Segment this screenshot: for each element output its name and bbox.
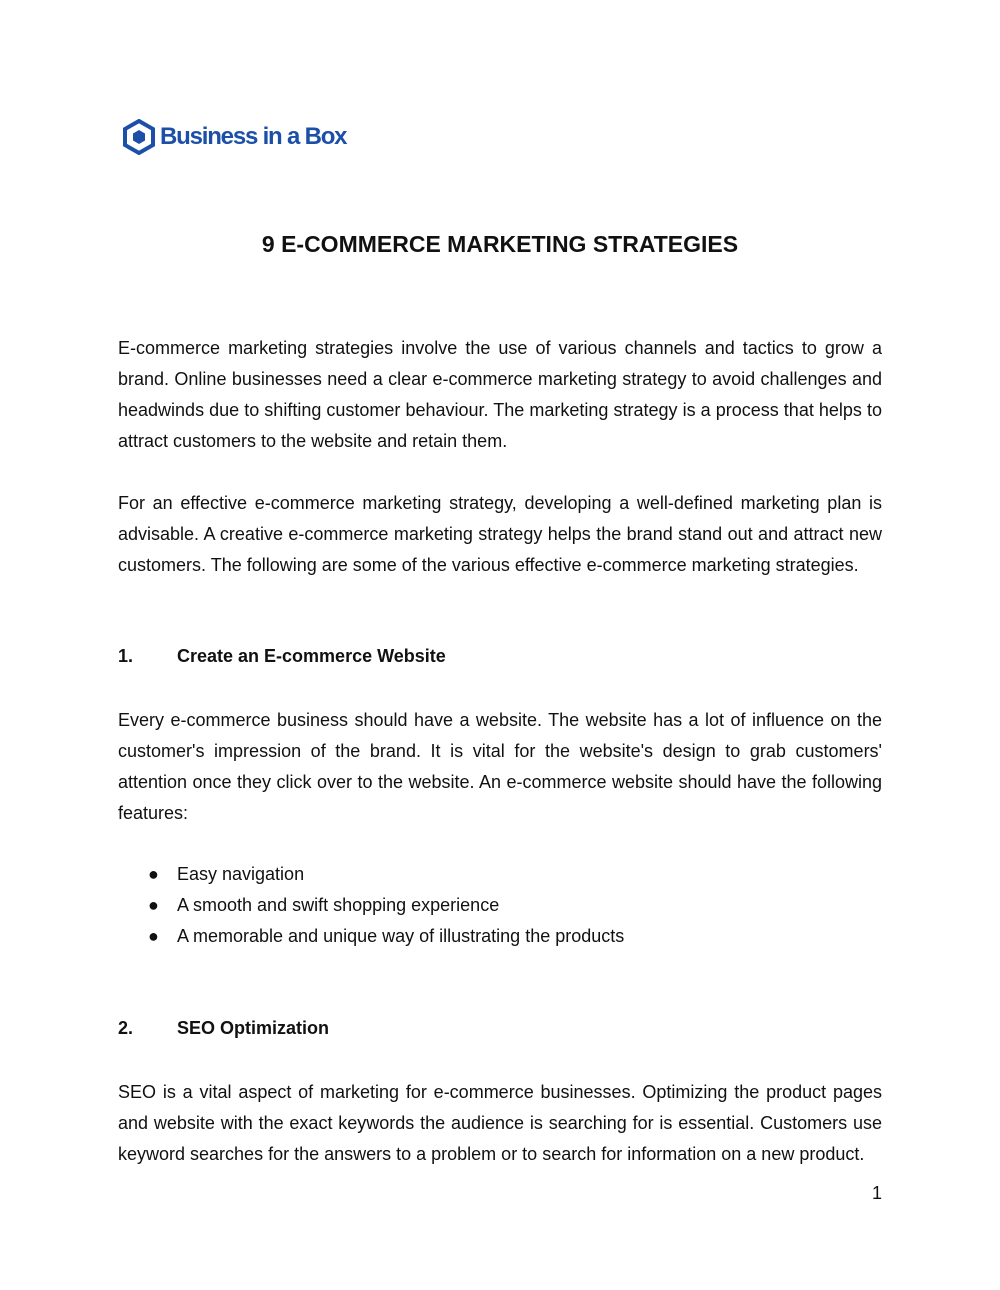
bullet-icon: ●: [148, 895, 159, 915]
section-number: 2.: [118, 1018, 134, 1038]
section-number: 1.: [118, 646, 134, 666]
intro-paragraph-2: For an effective e-commerce marketing strategy, developing a well-defined marketing plan is advisable. A creative e-commerce marketing strategy helps the brand stand out and attract new customers. The following are some of the various effective e-commerce marketing strategies.: [118, 493, 882, 575]
bullet-icon: ●: [148, 864, 159, 884]
section-body-2: SEO is a vital aspect of marketing for e-commerce businesses. Optimizing the product pages and website with the exact keywords the audience is searching for is essential. Customers use keyword searches for the answers to a problem or to search for information on a new product.: [118, 1082, 882, 1164]
list-item-text: Easy navigation: [177, 864, 305, 884]
bullet-icon: ●: [148, 926, 159, 946]
list-item-text: A smooth and swift shopping experience: [177, 895, 500, 915]
document-title: 9 E-COMMERCE MARKETING STRATEGIES: [261, 231, 739, 257]
list-item: [118, 859, 624, 890]
list-item: [118, 921, 624, 952]
section-title: Create an E-commerce Website: [177, 646, 446, 666]
section-heading-1: [118, 641, 446, 672]
list-item-text: A memorable and unique way of illustrating the products: [177, 926, 625, 946]
intro-paragraph-1: E-commerce marketing strategies involve the use of various channels and tactics to grow a brand. Online businesses need a clear e-commerce marketing strategy to avoid challenges and headwinds due to shifting customer behaviour. The marketing strategy is a process that helps to attract customers to the website and retain them.: [118, 338, 882, 451]
logo: [122, 119, 346, 155]
list-item: [118, 890, 624, 921]
section-body-1: Every e-commerce business should have a website. The website has a lot of influence on the customer's impression of the brand. It is vital for the website's design to grab customers' attention once they click over to the website. An e-commerce website should have the following features:: [118, 710, 882, 823]
logo-text: Business in a Box: [160, 123, 347, 150]
section-title: SEO Optimization: [177, 1018, 330, 1038]
feature-list: [118, 859, 624, 952]
hexagon-logo-icon: [122, 119, 156, 155]
page-number: 1: [871, 1183, 882, 1203]
section-heading-2: [118, 1013, 329, 1044]
